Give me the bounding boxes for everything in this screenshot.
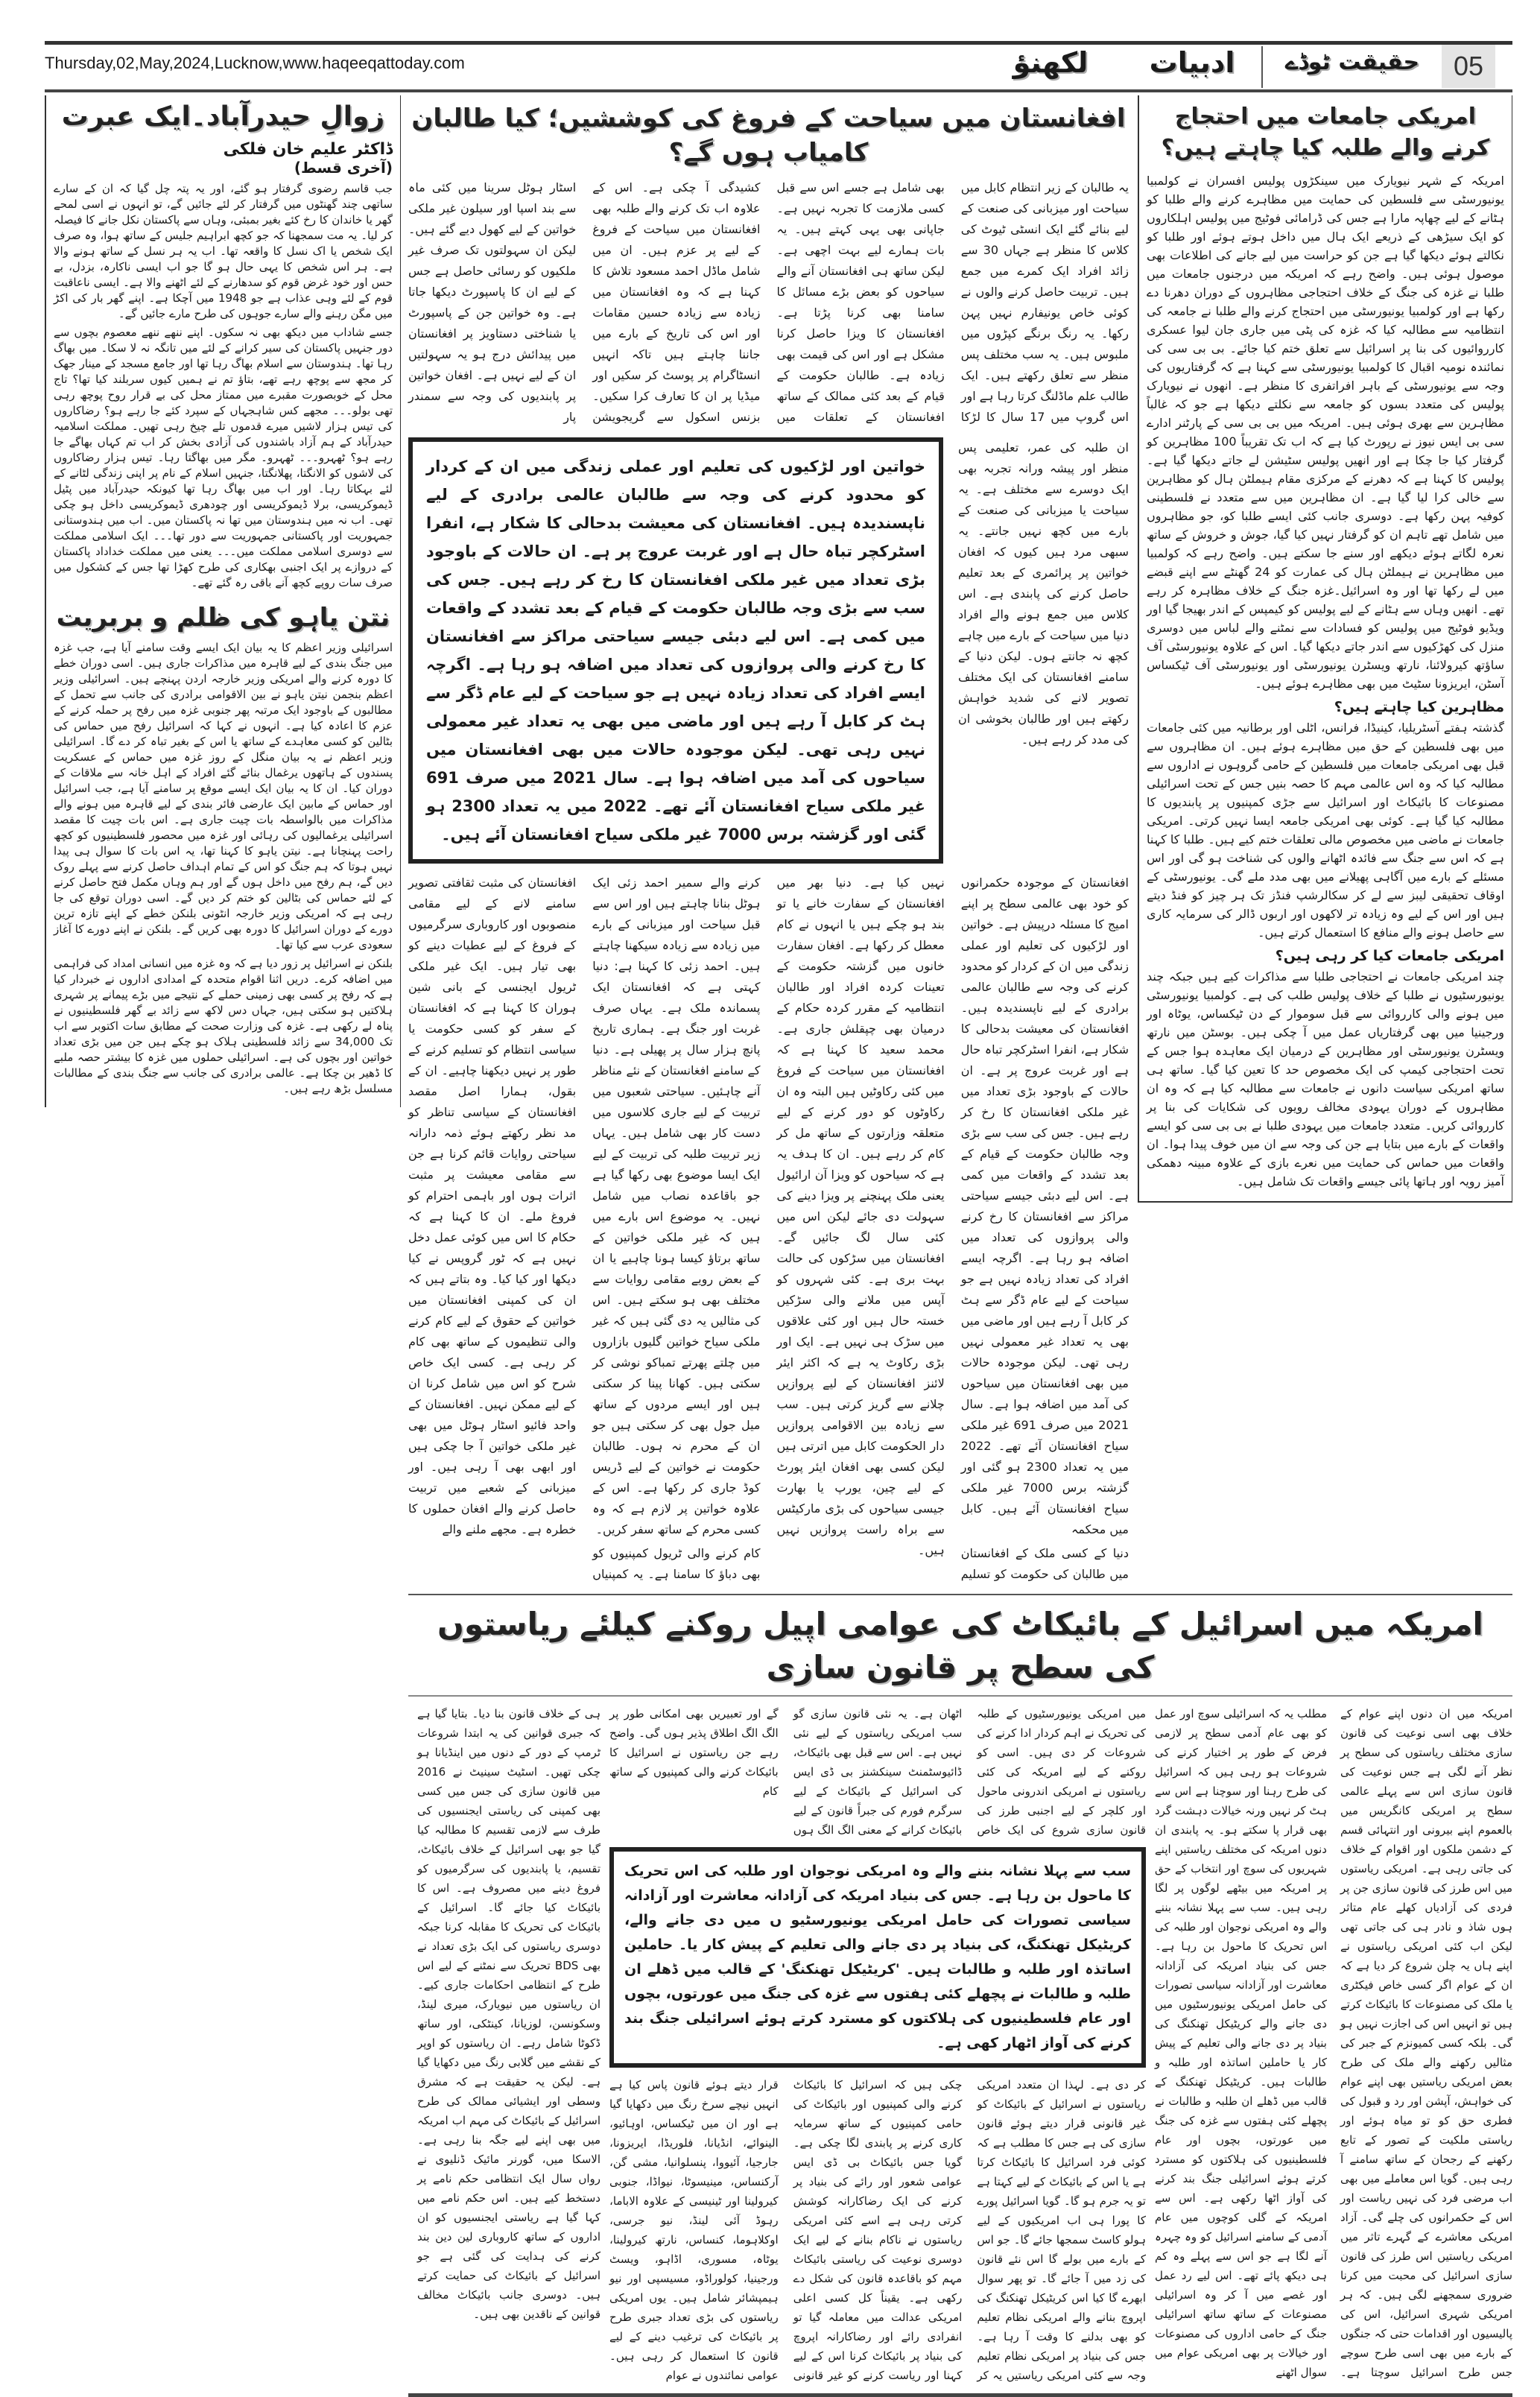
article-paragraph: کرنے والے سمیر احمد زئی ایک ہوٹل بنانا چاہتے ہیں اور اس سے قبل سیاحت اور میزبانی کے بارے میں زیادہ سے زیادہ سیکھنا چاہتے ہیں۔ احمد زئی کا کہنا ہے: دنیا کہتی ہے کہ افغانستان ایک پسماندہ ملک ہے۔ یہاں صرف غربت اور جنگ ہے۔ ہماری تاریخ پانچ ہزار سال پر پھیلی ہے۔ دنیا کے سامنے افغانستان کے نئے مناظر آنے چاہئیں۔ سیاحتی شعبوں میں تربیت کے لیے جاری کلاسوں میں دست کار بھی شامل ہیں۔ یہاں زیر تربیت طلبہ کی تربیت کے لیے ایک ایسا موضوع بھی رکھا گیا ہے جو باقاعدہ نصاب میں شامل نہیں۔ یہ موضوع اس بارے میں ہیں کہ غیر ملکی خواتین کے ساتھ برتاؤ کیسا ہونا چاہیے یا ان کے بعض رویے مقامی روایات سے مختلف بھی ہو سکتے ہیں۔ اس کی مثالیں یہ دی گئی ہیں کہ غیر ملکی سیاح خواتین گلیوں بازاروں میں چلتے پھرتے تمباکو نوشی کر سکتی ہیں۔ کھانا پینا کر سکتی ہیں اور ایسے مردوں کے ساتھ میل جول بھی کر سکتی ہیں جو ان کے محرم نہ ہوں۔ طالبان حکومت نے خواتین کے لیے ڈریس کوڈ جاری کر رکھا ہے۔ اس کے علاوہ خواتین پر لازم ہے کہ وہ کسی محرم کے ساتھ سفر کریں۔ [592,875,761,1536]
right-article-title-line1: امریکی جامعات میں احتجاج [1174,104,1477,130]
right-article-body-c [1147,967,1504,1191]
article-paragraph: دنیا کے کسی ملک کے افغانستان میں طالبان کی حکومت کو تسلیم نہیں کیا ہے۔ دنیا بھر میں افغانستان کے سفارت خانے یا تو بند ہو چکے ہیں یا انہوں نے کام معطل کر رکھا ہے۔ افغان سفارت خانوں میں گزشتہ حکومت کے تعینات کردہ افراد اور طالبان انتظامیہ کے مقرر کردہ حکام کے درمیان بھی چپقلش جاری ہے۔ محمد سعید کا کہنا ہے کہ افغانستان میں سیاحت کے فروغ میں کئی رکاوٹیں ہیں البتہ وہ ان رکاوٹوں کو دور کرنے کے لیے متعلقہ وزارتوں کے ساتھ مل کر کام کر رہے ہیں۔ ان کا ہدف یہ ہے کہ سیاحوں کو ویزا آن ارائیول یعنی ملک پہنچنے پر ویزا دینے کی سہولت دی جائے لیکن اس میں کئی سال لگ جائیں گے۔ افغانستان میں سڑکوں کی حالت بہت بری ہے۔ کئی شہروں کو آپس میں ملانے والی سڑکیں خستہ حال ہیں اور کئی علاقوں میں سڑک ہی نہیں ہے۔ ایک اور بڑی رکاوٹ یہ ہے کہ اکثر ایئر لائنز افغانستان کے لیے پروازیں چلانے سے گریز کرتی ہیں۔ سب سے زیادہ بین الاقوامی پروازیں دار الحکومت کابل میں اترتی ہیں لیکن کسی بھی افغان ایئر پورٹ کے لیے چین، یورپ یا بھارت جیسی سیاحوں کی بڑی مارکیٹس سے براہ راست پروازیں نہیں ہیں۔ [776,875,1129,1581]
article-paragraph: چند امریکی جامعات نے احتجاجی طلبا سے مذاکرات کیے ہیں جبکہ چند یونیورسٹیوں نے طلبا کے خلاف پولیس طلب کی ہے۔ کولمبیا یونیورسٹی میں ہونے والی کارروائی سے قبل سوموار کے دن ٹیکساس، یوٹاہ اور ورجینیا میں بھی گرفتاریاں عمل میں آ چکی ہیں۔ بوسٹن میں نارتھ ویسٹرن یونیورسٹی اور مظاہرین کے درمیان ایک معاہدہ ہوا جس کے تحت احتجاجی کیمپ کی ایک مخصوص حد کا تعین کیا گیا۔ ساتھ ہی ساتھ امریکی سیاست دانوں نے جامعات سے مطالبہ کیا ہے کہ وہ ان مظاہروں کے دوران یہودی مخالف رویوں کی شکایات کی بنا پر کارروائی کریں۔ متعدد جامعات میں یہودی طلبا نے بی بی سی کو ایسے واقعات کے بارے میں بتایا ہے جن کی وجہ سے ان میں خوف پیدا ہوا۔ ان واقعات میں حماس کی حمایت میں نعرے بازی کے علاوہ مبینہ دھمکی آمیز رویہ اور ہاتھا پائی جیسے واقعات تک شامل ہیں۔ [1147,969,1504,1188]
bottom-article-right-columns [1155,1704,1512,2384]
top-rule [45,41,1512,45]
netanyahu-article-title: نتن یاہو کی ظلم و بربریت [56,603,390,633]
right-subhead-universities: امریکی جامعات کیا کر رہی ہیں؟ [1275,948,1504,964]
middle-article-bottom-columns [408,873,1129,1585]
article-paragraph: کام کرنے والی ٹریول کمپنیوں کو بھی دباؤ کا سامنا ہے۔ یہ کمپنیاں افغانستان کی مثبت ثقافتی تصویر سامنے لانے کے لیے مقامی منصوبوں اور کاروباری سرگرمیوں کے فروغ کے لیے عطیات دینے کو بھی تیار ہیں۔ ایک غیر ملکی ٹریول ایجنسی کے بانی شین ہوران کا کہنا ہے کہ افغانستان کے سفر کو کسی حکومت یا سیاسی انتظام کو تسلیم کرنے کے طور پر نہیں دیکھنا چاہیے۔ ان کے بقول، ہمارا اصل مقصد افغانستان کے سیاسی تناظر کو مد نظر رکھتے ہوئے ذمہ دارانہ سیاحتی روایات قائم کرنا ہے جن سے مقامی معیشت پر مثبت اثرات ہوں اور باہمی احترام کو فروغ ملے۔ ان کا کہنا ہے کہ حکام کا اس میں کوئی عمل دخل نہیں ہے کہ ٹور گروپس نے کیا دیکھا اور کیا کیا۔ وہ بتاتے ہیں کہ ان کی کمپنی افغانستان میں خواتین کے حقوق کے لیے کام کرنے والی تنظیموں کے ساتھ بھی کام کر رہی ہے۔ کسی ایک خاص شرح کو اس میں شامل کرنا ان کے لیے ممکن نہیں۔ افغانستان کے واحد فائیو اسٹار ہوٹل میں بھی غیر ملکی خواتین آ جا چکی ہیں اور ابھی بھی آ رہی ہیں۔ اور میزبانی کے شعبے میں تربیت حاصل کرنے والے افغان حملوں کا خطرہ ہے۔ مجھے ملنے والے [408,875,761,1581]
article-paragraph: افغانستان کے موجودہ حکمرانوں کو خود بھی عالمی سطح پر اپنے امیج کا مسئلہ درپیش ہے۔ خواتین اور لڑکیوں کی تعلیم اور عملی زندگی میں ان کے کردار کو محدود کرنے کی وجہ سے طالبان عالمی برادری کے لیے ناپسندیدہ ہیں۔ افغانستان کی معیشت بدحالی کا شکار ہے، انفرا اسٹرکچر تباہ حال ہے اور غربت عروج پر ہے۔ ان حالات کے باوجود بڑی تعداد میں غیر ملکی افغانستان کا رخ کر رہے ہیں۔ جس کی سب سے بڑی وجہ طالبان حکومت کے قیام کے بعد تشدد کے واقعات میں کمی ہے۔ اس لیے دبئی جیسے سیاحتی مراکز سے افغانستان کا رخ کرنے والی پروازوں کی تعداد میں اضافہ ہو رہا ہے۔ اگرچہ ایسے افراد کی تعداد زیادہ نہیں ہے جو سیاحت کے لیے عام ڈگر سے ہٹ کر کابل آ رہے ہیں اور ماضی میں بھی یہ تعداد غیر معمولی نہیں رہی تھی۔ لیکن موجودہ حالات میں بھی افغانستان میں سیاحوں کی آمد میں اضافہ ہوا ہے۔ سال 2021 میں صرف 691 غیر ملکی سیاح افغانستان آئے تھے۔ 2022 میں یہ تعداد 2300 ہو گئی اور گزشتہ برس 7000 غیر ملکی سیاح افغانستان آئے ہیں۔ کابل میں محکمہ [960,875,1129,1536]
right-article-body-b [1147,718,1504,942]
left-article-installment: (آخری قسط) [294,159,393,177]
middle-article-title: افغانستان میں سیاحت کے فروغ کی کوششیں؛ کیا طالبان کامیاب ہوں گے؟ [411,104,1126,168]
article-paragraph: جسے شاداب میں دیکھ بھی نہ سکوں۔ اپنے ننھے ننھے معصوم بچوں سے دور جنہیں پاکستان کی سیر کرانے کے لئے میں تانگہ نہ لا سکا۔ میں بھاگ رہا تھا۔ ہندوستان سے اسلام بھاگ رہا تھا اور جامع مسجد کے مینار جھک کر مجھ سے پوچھ رہے تھے، بتاؤ تم نے ہمیں کیوں سربلند کیا تھا؟ تاج محل کے خوبصورت مقبرے میں ممتاز محل کی بے قرار روح پوچھ رہی تھی بولو۔۔۔ مجھے کس شاہجہاں کے سپرد کئے جا رہے ہو؟ رضاکاروں کی تیس ہزار لاشیں میرے قدموں تلے چیخ رہی تھیں۔ مملکت اسلامیہ حیدرآباد کے ہم آزاد باشندوں کی آزادی بخش کر اب تم کہاں بھاگے جا رہے ہو؟ ٹھہرو۔۔۔ ٹھہرو۔ مگر میں بھاگتا رہا۔ تیس ہزار رضاکاروں کی لاشوں کو الانگتا، پھلانگتا، جنہیں اسلام کے نام پر اپنی زندگی لٹانے کے لئے بہکاتا رہا۔ اور اب میں بھاگ رہا تھا کیونکہ حیدرآباد میں پٹیل ڈیموکریسی، برلا ڈیموکریسی اور چودھری ڈیموکریسی داخل ہو چکی تھی۔ اب نہ میں ہندوستان میں تھا نہ پاکستان میں۔ اب میں ہندوستانی جمہوریت اور پاکستانی جمہوریت سے دور تھا۔۔۔ ایک اسلامی مملکت سے دوسری اسلامی مملکت میں۔۔۔ یعنی میں مملکت خداداد پاکستان کے دروازے پر ایک اجنبی بھکاری کی طرح کھڑا تھا جس کے کشکول میں صرف سات روپے کچھ آنے باقی رہ گئے تھے۔ [54,326,393,589]
article-paragraph: اسرائیلی وزیر اعظم کا یہ بیان ایک ایسے وقت سامنے آیا ہے، جب غزہ میں جنگ بندی کے لیے قاہرہ میں مذاکرات جاری ہیں۔ اسی دوران خطے کا دورہ کرنے والے امریکی وزیر خارجہ اردن پہنچے ہیں۔ اسرائیلی وزیر اعظم بنجمن نیتن یاہو نے بین الاقوامی برادری کی جانب سے تحمل کے مطالبوں کے باوجود ایک مرتبہ پھر جنوبی غزہ میں رفح پر حملہ کرنے کے عزم کا اعادہ کیا ہے۔ انہوں نے کہا کہ اسرائیل رفح میں حماس کی بٹالین کو کسی معاہدے کے ساتھ یا اس کے بغیر تباہ کر دے گا۔ اسرائیلی وزیر اعظم نے یہ بیان منگل کے روز غزہ میں حماس کے عسکریت پسندوں کے ہاتھوں یرغمال بنائے گئے افراد کے اہل خانہ سے ملاقات کے دوران کیا۔ ان کا یہ بیان ایک ایسے موقع پر سامنے آیا ہے، جب اسرائیل اور حماس کے مابین ایک عارضی فائر بندی کے لیے قاہرہ میں ہونے والے مذاکرات میں بالواسطہ بات چیت جاری ہے۔ اس بات چیت کا مقصد اسرائیلی یرغمالیوں کی رہائی اور غزہ میں محصور فلسطینیوں کو کچھ راحت پہنچانا ہے۔ نیتن یاہو کا کہنا تھا، یہ اس بات کا سوال ہی پیدا نہیں ہوتا کہ ہم جنگ کو اس کے تمام اہداف حاصل کرنے سے پہلے روک دیں گے، ہم رفح میں داخل ہوں گے اور ہم وہاں مکمل فتح حاصل کرنے کے لئے حماس کی بٹالین کو ختم کر دیں گے۔ اسی دوران توقع کی جا رہی ہے کہ امریکی وزیر خارجہ انٹونی بلنکن خطے کے اپنے تازہ ترین دورے کے دوران اسرائیل کا دورہ بھی کریں گے۔ بلنکن نے اپنے دورے کا آغاز سعودی عرب سے کیا تھا۔ [54,641,393,951]
middle-article-side-column [958,437,1129,753]
article-paragraph: کر دی ہے۔ لہذا ان متعدد امریکی ریاستوں نے اسرائیل کے بائیکاٹ کو غیر قانونی قرار دیتے ہوئے قانون سازی کی ہے جس کا مطلب ہے کہ کوئی فرد اسرائیل کا بائیکاٹ کرتا ہے یا اس کے بائیکاٹ کے لیے کہتا ہے تو یہ جرم ہو گا۔ گویا اسرائیل پورے کا پورا ہی اب امریکیوں کے لیے ہولو کاسٹ سمجھا جائے گا۔ جو اس کے بارے میں بولے گا اس نئے قانون کی زد میں آ جائے گا۔ تو پھر سوال ابھرے گا کیا اس کریٹیکل تھنکنگ کی اپروچ بنانے والے امریکی نظام تعلیم کو بھی بدلنے کا وقت آ رہا ہے۔ جس کی بنیاد پر امریکی نظام تعلیم وجہ سے کئی امریکی ریاستیں یہ کر چکی ہیں کہ اسرائیل کا بائیکاٹ کرنے والی کمپنیوں اور بائیکاٹ کی حامی کمپنیوں کے ساتھ سرمایہ کاری کرنے پر پابندی لگا چکی ہے۔ گویا جس بائیکاٹ بی ڈی ایس عوامی شعور اور رائے کی بنیاد پر کرنے کی ایک رضاکارانہ کوشش کرتی رہی ہے اسے کئی امریکی ریاستوں نے ناکام بنانے کے لیے ایک دوسری نوعیت کی ریاستی بائیکاٹ مہم کو باقاعدہ قانون کی شکل دے رکھی ہے۔ یقیناً کل کسی اعلی امریکی عدالت میں معاملہ گیا تو انفرادی رائے اور رضاکارانہ اپروچ کی بنیاد پر بائیکاٹ کرنا اس کے لیے کہنا اور ریاست کرنے کو غیر قانونی قرار دیتے ہوئے قانون پاس کیا ہے انہیں نیچے سرخ رنگ میں دکھایا گیا ہے اور ان میں ٹیکساس، اوہائیو، الینوائے، انڈیانا، فلوریڈا، ایریزونا، جارجیا، آئیووا، پنسلوانیا، مشی گن، آرکنساس، مینیسوٹا، نیواڈا، جنوبی کیرولینا اور ٹینیسی کے علاوہ الاباما، رہوڈ آئی لینڈ، نیو جرسی، اوکلاہوما، کنساس، نارتھ کیرولینا، یوٹاہ، مسوری، اڈاہو، ویسٹ ورجینیا، کولوراڈو، مسیسپی اور نیو ہیمپشائر شامل ہیں۔ یوں امریکی ریاستوں کی بڑی تعداد جبری طرح پر بائیکاٹ کی ترغیب دینے کے لیے قانون کا استعمال کر رہی ہیں۔ عوامی نمائندوں نے عوام [609,2078,1146,2382]
top-articles-row [408,95,1512,1585]
article-paragraph: ان طلبہ کی عمر، تعلیمی پس منظر اور پیشہ ورانہ تجربہ بھی ایک دوسرے سے مختلف ہے۔ یہ سیاحت یا میزبانی کی صنعت کے بارے میں کچھ نہیں جانتے۔ یہ سبھی مرد ہیں کیوں کہ افغان خواتین پر پرائمری کے بعد تعلیم حاصل کرنے کی پابندی ہے۔ اس کلاس میں جمع ہونے والے افراد دنیا میں سیاحت کے بارے میں چاہے کچھ نہ جانتے ہوں۔ لیکن دنیا کے سامنے افغانستان کی ایک مختلف تصویر لانے کی شدید خواہش رکھتے ہیں اور طالبان بخوشی ان کی مدد کر رہے ہیں۔ [958,440,1129,747]
middle-article [408,95,1129,1585]
bottom-article-left-column [417,1704,601,2327]
bottom-article-lower-columns [609,2075,1146,2386]
netanyahu-article-body [54,640,393,1097]
bottom-headline-rule [408,1695,1512,1697]
article-paragraph: امریکہ کے شہر نیویارک میں سینکڑوں پولیس افسران نے کولمبیا یونیورسٹی سے فلسطین کی حمایت میں مظاہرے کرنے والے طلبا کو ہٹانے کے لیے چھاپہ مارا ہے جس کی ڈرامائی فوٹیج میں پولیس اہلکاروں کو ایک سیڑھی کے ذریعے ایک ہال میں داخل ہوتے ہوئے اور طلبا کو نکالتے ہوئے دیکھا گیا ہے جن کو حراست میں لیے جانے کی اطلاعات بھی موصول ہوئی ہیں۔ واضح رہے کہ امریکہ میں درجنوں جامعات میں طلبا نے غزہ کی جنگ کے خلاف احتجاجی مظاہروں کے دوران دھرنا دے رکھا ہے اور کولمبیا یونیورسٹی میں احتجاج کرنے والے طلبا نے جامعہ کی انتظامیہ سے مطالبہ کیا کہ غزہ کی پٹی میں جاری جان لیوا عسکری کارروائیوں کی بنا پر اسرائیل سے تعلق ختم کیا جائے۔ بی بی سی کی نمائندہ نومیہ اقبال کا کولمبیا یونیورسٹی سے کہنا ہے کہ گرفتاریوں کی وجہ سے یونیورسٹی کے باہر افراتفری کا منظر ہے۔ انھوں نے نیویارک پولیس کی متعدد بسوں کو جامعہ سے نکلتے دیکھا ہے جو کہ غالباً مظاہرین سے بھری ہوئی ہیں۔ امریکہ میں بی بی سی کے پارٹنر ادارے سی بی ایس نیوز نے رپورٹ کیا ہے کہ اب تک تقریباً 100 مظاہرین کو گرفتار کیا جا چکا ہے اور انھیں پولیس سٹیشن لے جاتے دیکھا گیا ہے۔ پولیس کا کہنا ہے کہ دھرنے کے مرکزی مقام ہیملٹن ہال کو مظاہرین سے خالی کرا لیا گیا ہے۔ ان مظاہرین میں سے متعدد نے فلسطینی کوفیہ پہن رکھا ہے۔ دوسری جانب کئی ایسے طلبا کو، جو مظاہروں میں شامل تھے تاہم ان کو گرفتار نہیں کیا گیا، جوش و خروش کے ساتھ نعرہ لگاتے ہوئے دیکھے اور سنے جا سکتے ہیں۔ واضح رہے کہ کولمبیا میں مظاہرین نے ہیملٹن ہال کی عمارت کو 24 گھنٹے سے اپنے قبضے میں لے رکھا تھا اور وہ اسرائیل۔غزہ جنگ کے خلاف مظاہرہ کر رہے تھے۔ انھیں وہاں سے ہٹانے کے لیے پولیس کو کیمپس کے اندر بھیجا گیا اور ویڈیو فوٹیج میں پولیس کو فسادات سے نمٹنے والے لباس میں دوسری منزل کی کھڑکیوں سے اندر جاتے دیکھا گیا۔ اس کے علاوہ یونیورسٹی آف ساؤتھ کیرولائنا، نارتھ ویسٹرن یونیورسٹی اور یونیورسٹی آف ٹیکساس آسٹن، ایریزونا سٹیٹ میں بھی مظاہرے ہوئے ہیں۔ [1147,174,1504,691]
article-paragraph: میں امریکی یونیورسٹیوں کے طلبہ کی تحریک نے اہم کردار ادا کرنے کی شروعات کر دی ہیں۔ اسی کو روکنے کے لیے امریکہ کی کئی ریاستوں نے امریکی اندرونی ماحول اور کلچر کے لیے اجنبی طرز کی قانون سازی شروع کی ایک خاص اٹھان ہے۔ یہ نئی قانون سازی گو سب امریکی ریاستوں کے لیے نئی نہیں ہے۔ اس سے قبل بھی بائیکاٹ، ڈائیوسٹمنٹ سینکشنز بی ڈی ایس کی اسرائیل کے بائیکاٹ کے لیے سرگرم فورم کی جبراً قانون کے لیے بائیکاٹ کرانے کے معنی الگ الگ ہوں گے اور تعبیریں بھی امکانی طور پر الگ الگ اطلاق پذیر ہوں گی۔ واضح رہے جن ریاستوں نے اسرائیل کا بائیکاٹ کرنے والی کمپنیوں کے ساتھ کام [609,1707,1146,1837]
main-content-block [408,95,1512,2397]
right-column-frame [1138,95,1512,1203]
page-bottom-rule [408,2393,1512,2397]
bottom-pull-quote: سب سے پہلا نشانہ بننے والے وہ امریکی نوجوان اور طلبہ کی اس تحریک کا ماحول بن رہا ہے۔ جس کی بنیاد امریکہ کی آزادانہ معاشرت اور آزادانہ سیاسی تصورات کی حامل امریکی یونیورسٹیو ں میں دی جانے والے، کریٹیکل تھنکنگ، کی بنیاد پر دی جانے والی تعلیم کے پیش کار یا۔ حاملین اساتذہ اور طلبہ و طالبات ہیں۔ 'کریٹیکل تھنکنگ' کے قالب میں ڈھلے ان طلبہ و طالبات نے پچھلے کئی ہفتوں سے غزہ کی جنگ میں عورتوں، بچوں اور عام فلسطینیوں کی ہلاکتوں کو مسترد کرتے ہوئے اسرائیلی جنگ بند کرنے کی آواز اٹھار کھی ہے۔ [609,1847,1146,2068]
right-article-title-line2: کرنے والے طلبہ کیا چاہتے ہیں؟ [1161,135,1490,161]
article-paragraph: جب قاسم رضوی گرفتار ہو گئے، اور یہ پتہ چل گیا کہ ان کے سارے ساتھی چند گھنٹوں میں گرفتار کر لئے جائیں گے، تو انہوں نے اسی لمحے گھر یا خاندان کا رخ کئے بغیر بمبئی، وہاں سے پاکستان نکل جانے کا فیصلہ کر لیا۔ یہ مت سمجھنا کہ جو کچھ ابراہیم جلیس کے ساتھ ہوا، وہ صرف ایک شخص یا اک نسل کا واقعہ تھا۔ اب یہ ہر نسل کے ساتھ ہونے والا ہے۔ ہر اس شخص کا یہی حال ہو گا جو اب ایسی ناکارہ، بزدل، بے حس اور خود غرض قوم کو سدھارنے کے لئے اٹھنے والا ہے۔ ایسی ناعاقبت قوم کے لئے وہی عذاب ہے جو 1948 میں آچکا ہے۔ اپنے گھر بار کی اکڑ میں مگن رہنے والے سارے جوہوں کی طرح مارے جائیں گے۔ [54,182,393,320]
article-paragraph: بلنکن نے اسرائیل پر زور دیا ہے کہ وہ غزہ میں انسانی امداد کی فراہمی میں اضافہ کرے۔ دریں اثنا اقوام متحدہ کے امدادی اداروں نے خبردار کیا ہے کہ رفح پر کسی بھی زمینی حملے کے نتیجے میں بڑے پیمانے پر شہری ہلاکتیں ہو سکتی ہیں، جہاں دس لاکھ سے زائد بے گھر فلسطینیوں نے پناہ لے رکھی ہے۔ غزہ کی وزارت صحت کے مطابق سات اکتوبر سے اب تک 34,000 سے زائد فلسطینی ہلاک ہو چکے ہیں جن میں بڑی تعداد خواتین اور بچوں کی ہے۔ اسرائیلی حملوں میں غزہ کا بیشتر حصہ ملبے کا ڈھیر بن چکا ہے۔ عالمی برادری کی جانب سے جنگ بندی کے مطالبات مسلسل بڑھ رہے ہیں۔ [54,957,393,1095]
left-column-frame [45,95,401,1107]
right-subhead-protesters: مظاہرین کیا چاہتے ہیں؟ [1334,699,1504,715]
middle-pull-quote: خواتین اور لڑکیوں کی تعلیم اور عملی زندگی میں ان کے کردار کو محدود کرنے کی وجہ سے طالبان عالمی برادری کے لیے ناپسندیدہ ہیں۔ افغانستان کی معیشت بدحالی کا شکار ہے، انفرا اسٹرکچر تباہ حال ہے اور غربت عروج پر ہے۔ ان حالات کے باوجود بڑی تعداد میں غیر ملکی افغانستان کا رخ کر رہے ہیں۔ جس کی سب سے بڑی وجہ طالبان حکومت کے قیام کے بعد تشدد کے واقعات میں کمی ہے۔ اس لیے دبئی جیسے سیاحتی مراکز سے افغانستان کا رخ کرنے والی پروازوں کی تعداد میں اضافہ ہو رہا ہے۔ اگرچہ ایسے افراد کی تعداد زیادہ نہیں ہے جو سیاحت کے لیے عام ڈگر سے ہٹ کر کابل آ رہے ہیں اور ماضی میں بھی یہ تعداد غیر معمولی نہیں رہی تھی۔ لیکن موجودہ حالات میں بھی افغانستان میں سیاحوں کی آمد میں اضافہ ہوا ہے۔ سال 2021 میں صرف 691 غیر ملکی سیاح افغانستان آئے تھے۔ 2022 میں یہ تعداد 2300 ہو گئی اور گزشتہ برس 7000 غیر ملکی سیاح افغانستان آئے ہیں۔ [408,437,943,864]
paper-logo: حقیقت ٹوڈے [1284,49,1420,75]
left-article-body [54,181,393,591]
article-paragraph: یہ طالبان کے زیر انتظام کابل میں سیاحت اور میزبانی کی صنعت کے لیے بنائے گئے ایک انسٹی ٹیوٹ کی کلاس کا منظر ہے جہاں 30 سے زائد افراد ایک کمرے میں جمع ہیں۔ تربیت حاصل کرنے والوں نے کوئی خاص یونیفارم نہیں پہن رکھا۔ یہ رنگ برنگے کپڑوں میں ملبوس ہیں۔ یہ سب مختلف پس منظر سے تعلق رکھتے ہیں۔ ایک طالب علم ماڈلنگ کرتا رہا ہے اور اس گروپ میں 17 سال کا لڑکا بھی شامل ہے جسے اس سے قبل کسی ملازمت کا تجربہ نہیں ہے۔ جاپانی بھی یہی کہتے ہیں۔ یہ بات ہمارے لیے بہت اچھی ہے۔ لیکن ساتھ ہی افغانستان آنے والے سیاحوں کو بعض بڑے مسائل کا سامنا بھی کرنا پڑتا ہے۔ افغانستان کا ویزا حاصل کرنا مشکل ہے اور اس کی قیمت بھی زیادہ ہے۔ طالبان حکومت کے قیام کے بعد کئی ممالک کے ساتھ افغانستان کے تعلقات میں کشیدگی آ چکی ہے۔ اس کے علاوہ اب تک کرنے والے طلبہ بھی افغانستان میں سیاحت کے فروغ کے لیے پر عزم ہیں۔ ان میں شامل ماڈل احمد مسعود تلاش کا کہنا ہے کہ وہ افغانستان میں زیادہ سے زیادہ حسین مقامات اور اس کی تاریخ کے بارے میں جاننا چاہتے ہیں تاکہ انہیں انسٹاگرام پر پوسٹ کر سکیں اور میڈیا پر ان کا تعارف کرا سکیں۔ بزنس اسکول سے گریجویشن اسٹار ہوٹل سرینا میں کئی ماہ سے بند اسپا اور سیلون غیر ملکی خواتین کے لیے کھول دیے گئے ہیں۔ لیکن ان سہولتوں تک صرف غیر ملکیوں کو رسائی حاصل ہے جس کے لیے ان کا پاسپورٹ دیکھا جاتا ہے۔ وہ خواتین جن کے پاسپورٹ یا شناختی دستاویز پر افغانستان میں پیدائش درج ہو یہ سہولتیں ان کے لیے نہیں ہے۔ افغان خواتین پر پابندیوں کی وجہ سے سمندر پار [408,180,1129,424]
right-article-body-a [1147,171,1504,693]
left-article-title: زوالِ حیدرآباد۔ایک عبرت [61,101,385,132]
header-bottom-rule [45,89,1512,92]
page-number: 05 [1442,45,1495,88]
article-paragraph: امریکہ میں ان دنوں اپنے عوام کے خلاف بھی اسی نوعیت کی قانون سازی مختلف ریاستوں کی سطح پر نظر آنے لگی ہے جس نوعیت کی قانون سازی اس سے پہلے عالمی سطح پر امریکی کانگریس میں بالعموم اپنے بیرونی اور انتہائی قسم کے دشمن ملکوں اور اقوام کے خلاف کی جاتی رہی ہے۔ امریکی ریاستوں میں اس طرز کی قانون سازی جن پر فردی کی آزادیاں کھلے عام متاثر ہوں شاذ و نادر ہی کی جاتی تھی لیکن اب کئی امریکی ریاستوں نے اپنے ہاں یہ چلن شروع کر دیا ہے کہ ان کے عوام اگر کسی خاص فیکٹری یا ملک کی مصنوعات کا بائیکاٹ کرتے ہیں تو انہیں اس کی اجازت نہیں ہو گی۔ بلکہ کسی کمیونزم کے جبر کی مثالیں رکھنے والے ملک کی طرح بعض امریکی ریاستیں بھی اپنے عوام کی خواہش، آپشن اور رد و قبول کی فطری حق کو تو میاہ ہوئے اور ریاستی ملکیت کے تصور کے تابع رکھنے کے رجحان کے ساتھ سامنے آ رہی ہیں۔ گویا اس معاملے میں بھی اب مرضی فرد کی نہیں ریاست اور اس کے حکمرانوں کی چلے گی۔ آزاد امریکی معاشرے کے گہرے تاثر میں امریکی ریاستیں اس طرز کی قانون سازی اسرائیل کی محبت میں کرنا ضروری سمجھنے لگی ہیں۔ کہ ہر امریکی شہری اسرائیل، اس کی پالیسیوں اور اقدامات حتی کہ جنگوں کے بارے میں بھی اسی طرح سوچے جس طرح اسرائیل سوچتا ہے۔ مطلب یہ کہ اسرائیلی سوچ اور عمل کو بھی عام آدمی سطح پر لازمی فرض کے طور پر اختیار کرنے کی شروعات ہو رہی ہیں کہ اسرائیل کی طرح رہنا اور سوچنا ہے اس سے ہٹ کر نہیں ورنہ خیالات دہشت گرد بھی قرار پا سکتے ہو۔ یہ پابندی ان دنوں امریکہ کی مختلف ریاستیں اپنے شہریوں کی سوچ اور انتخاب کے حق پر امریکہ میں بیٹھے لوگوں پر لگا رہی ہیں۔ سب سے پہلا نشانہ بننے والے وہ امریکی نوجوان اور طلبہ کی اس تحریک کا ماحول بن رہا ہے۔ جس کی بنیاد امریکہ کی آزادانہ معاشرت اور آزادانہ سیاسی تصورات کی حامل امریکی یونیورسٹیوں میں دی جانے والے کریٹیکل تھنکنگ کی بنیاد پر دی جانے والی تعلیم کے پیش کار یا حاملین اساتذہ اور طلبہ و طالبات ہیں۔ کریٹیکل تھنکنگ کے قالب میں ڈھلے ان طلبہ و طالبات نے پچھلے کئی ہفتوں سے غزہ کی جنگ میں عورتوں، بچوں اور عام فلسطینیوں کی ہلاکتوں کو مسترد کرتے ہوئے اسرائیلی جنگ بند کرنے کی آواز اٹھا رکھی ہے۔ اس سے امریکہ کے گلی کوچوں میں عام آدمی کے سامنے اسرائیل کو وہ چہرہ آنے لگا ہے جو اس سے پہلے وہ کم ہی دیکھ پائے تھے۔ اس لیے رد عمل اور غصے میں آ کر وہ اسرائیلی مصنوعات کے ساتھ ساتھ اسرائیلی جنگ کے حامی اداروں کی مصنوعات اور خیالات پر بھی امریکی عوام میں سوال اٹھنے [1155,1707,1512,2379]
bottom-section-top-rule [408,1594,1512,1595]
section-label: ادبیات [1149,46,1235,79]
city-label: لکھنؤ [1013,46,1089,79]
bottom-article-title: امریکہ میں اسرائیل کے بائیکاٹ کی عوامی اپیل روکنے کیلئے ریاستوں کی سطح پر قانون سازی [437,1606,1483,1685]
article-paragraph: ہی کے خلاف قانون بنا دیا۔ بتایا گیا ہے کہ جبری قوانین کی یہ ابتدا شروعات ٹرمپ کے دور کے دنوں میں اینڈیانا ہو چکی تھیں۔ اسٹیٹ سینیٹ نے 2016 میں قانون سازی کی جس میں کسی بھی کمپنی کی ریاستی ایجنسیوں کی طرف سے لازمی تقسیم کا مطالبہ کیا گیا جو بھی اسرائیل کے خلاف بائیکاٹ، تقسیم، یا پابندیوں کی سرگرمیوں کو فروغ دینے میں مصروف ہے۔ اس کا بائیکاٹ کیا جائے گا۔ اسرائیل کے بائیکاٹ کی تحریک کا مقابلہ کرنا جبکہ دوسری ریاستوں کی ایک بڑی تعداد نے بھی BDS تحریک سے نمٹنے کے لیے اس طرح کے انتظامی احکامات جاری کیے۔ ان ریاستوں میں نیویارک، میری لینڈ، وسکونسن، لوزیانا، کینٹکی، اور ساتھ ڈکوٹا شامل رہے۔ ان ریاستوں کو اوپر کے نقشے میں گلابی رنگ میں دکھایا گیا ہے۔ لیکن یہ حقیقت ہے کہ مشرق وسطی اور ایشیائی ممالک کی طرح اسرائیل کے بائیکاٹ کی مہم اب امریکہ میں بھی اپنے لیے جگہ بنا رہی ہے۔ الاسکا میں، گورنر مائیک ڈنلیوی نے رواں سال ایک انتظامی حکم نامے پر دستخط کیے ہیں۔ اس حکم نامے میں کہا گیا ہے ریاستی ایجنسیوں کو ان اداروں کے ساتھ کاروباری لین دین بند کرنے کی ہدایت کی گئی ہے جو اسرائیل کے بائیکاٹ کی حمایت کرتے ہیں۔ دوسری جانب بائیکاٹ مخالف قوانین کے ناقدین بھی ہیں۔ [417,1707,601,2321]
page-body [45,95,1512,2397]
left-article-author: ڈاکٹر علیم خان فلکی [223,140,393,159]
header-divider [1261,46,1263,88]
bottom-article-upper-columns [609,1704,1146,1840]
bottom-article-row [408,1704,1512,2386]
middle-quote-row [408,437,1129,864]
article-paragraph: گذشتہ ہفتے آسٹریلیا، کینیڈا، فرانس، اٹلی اور برطانیہ میں کئی جامعات میں بھی فلسطین کے حق میں مظاہرے ہوئے ہیں۔ ان مظاہروں سے قبل بھی امریکی جامعات میں فلسطین کے حامی گروہوں نے اداروں سے مطالبہ کیا کہ وہ اس عالمی مہم کا حصہ بنیں جس کے تحت اسرائیلی مصنوعات کا بائیکاٹ اور اسرائیل سے جڑی کمپنیوں پر پابندیوں کا مطالبہ کیا گیا ہے۔ کوئی بھی امریکی جامعہ ایسا نہیں کرتی۔ امریکی جامعات نے ماضی میں مخصوص مالی تعلقات ختم کیے ہیں۔ طلبا کا کہنا ہے کہ اس سے جنگ سے فائدہ اٹھانے والوں کی شناخت ہو گی اور اس مسئلے کے بارے میں آگاہی پھیلانے میں بھی مدد ملے گی۔ یونیورسٹی کے اوقاف تحقیقی لیبز سے لے کر سکالرشپ فنڈز تک ہر چیز کو فنڈ دیتے ہیں اور اس کے لیے وہ زیادہ تر لاکھوں اور اربوں ڈالر کی سرمایہ کاری سے حاصل ہونے والے منافع کا استعمال کرتے ہیں۔ [1147,721,1504,940]
bottom-article-center [609,1704,1146,2386]
dateline: Thursday,02,May,2024,Lucknow,www.haqeeqattoday.com [45,54,465,72]
middle-article-top-columns [408,177,1129,428]
